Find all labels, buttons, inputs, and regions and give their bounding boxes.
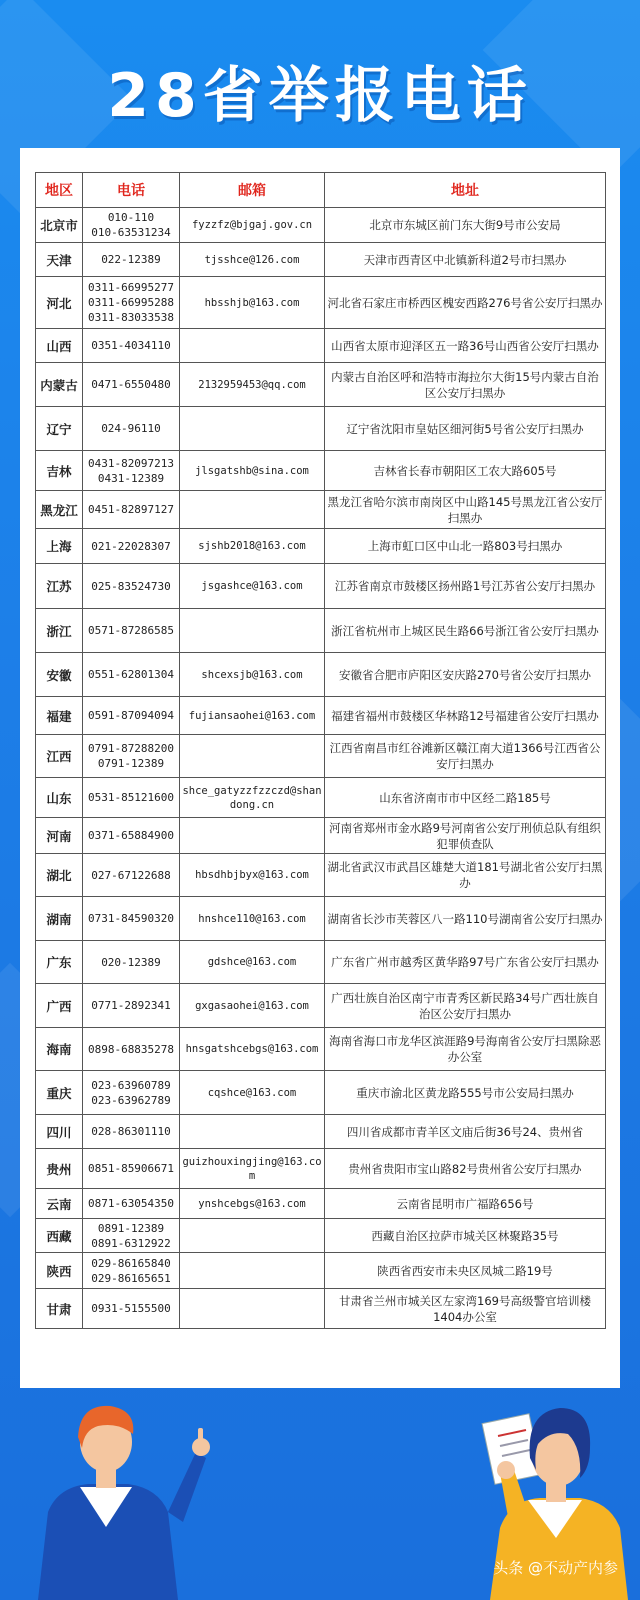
table-header-row — [36, 173, 606, 208]
address-cell: 山西省太原市迎泽区五一路36号山西省公安厅扫黑办 — [325, 329, 606, 363]
phone-cell — [83, 778, 180, 818]
phone-cell — [83, 363, 180, 407]
phone-number: 0371-65884900 — [87, 829, 175, 842]
phone-number: 0431-82097213 — [87, 456, 175, 470]
phone-number: 0451-82897127 — [87, 503, 175, 516]
table-row — [36, 1289, 606, 1329]
region-cell: 山西 — [36, 329, 83, 363]
region-cell: 上海 — [36, 529, 83, 564]
address-cell: 广西壮族自治区南宁市青秀区新民路34号广西壮族自治区公安厅扫黑办 — [325, 984, 606, 1028]
address-cell: 贵州省贵阳市宝山路82号贵州省公安厅扫黑办 — [325, 1149, 606, 1189]
watermark: 头条 @不动产内参 — [493, 1559, 618, 1577]
phone-cell — [83, 697, 180, 735]
phone-cell — [83, 1149, 180, 1189]
email-cell: hnshce110@163.com — [180, 897, 325, 941]
region-cell: 甘肃 — [36, 1289, 83, 1329]
email-cell — [180, 491, 325, 529]
phone-cell — [83, 1115, 180, 1149]
table-row — [36, 407, 606, 451]
email-cell: fujiansaohei@163.com — [180, 697, 325, 735]
phone-number: 029-86165651 — [91, 1271, 171, 1285]
table-row — [36, 1219, 606, 1253]
email-cell — [180, 1253, 325, 1289]
table-row — [36, 984, 606, 1028]
region-cell: 河南 — [36, 818, 83, 854]
header-email: 邮箱 — [180, 173, 325, 208]
email-cell: 2132959453@qq.com — [180, 363, 325, 407]
phone-number: 0851-85906671 — [87, 1162, 175, 1175]
region-cell: 福建 — [36, 697, 83, 735]
email-cell — [180, 1115, 325, 1149]
address-cell: 江西省南昌市红谷滩新区赣江南大道1366号江西省公安厅扫黑办 — [325, 735, 606, 778]
phone-number: 0531-85121600 — [87, 791, 175, 804]
email-cell: sjshb2018@163.com — [180, 529, 325, 564]
table-row — [36, 897, 606, 941]
email-cell: fyzzfz@bjgaj.gov.cn — [180, 208, 325, 243]
phone-cell — [83, 1289, 180, 1329]
address-cell: 江苏省南京市鼓楼区扬州路1号江苏省公安厅扫黑办 — [325, 564, 606, 609]
table-row — [36, 491, 606, 529]
table-row — [36, 697, 606, 735]
phone-cell — [83, 329, 180, 363]
page-title: 28省举报电话 — [107, 61, 533, 131]
email-cell — [180, 1289, 325, 1329]
region-cell: 内蒙古 — [36, 363, 83, 407]
phone-number: 023-63962789 — [91, 1093, 171, 1107]
phone-cell — [83, 451, 180, 491]
table-row — [36, 529, 606, 564]
region-cell: 陕西 — [36, 1253, 83, 1289]
address-cell: 浙江省杭州市上城区民生路66号浙江省公安厅扫黑办 — [325, 609, 606, 653]
table-body — [36, 208, 606, 1329]
email-cell — [180, 609, 325, 653]
phone-number: 0791-12389 — [97, 757, 165, 770]
address-cell: 海南省海口市龙华区滨涯路9号海南省公安厅扫黑除恶办公室 — [325, 1028, 606, 1071]
header-region: 地区 — [36, 173, 83, 208]
phone-cell — [83, 529, 180, 564]
address-cell: 安徽省合肥市庐阳区安庆路270号省公安厅扫黑办 — [325, 653, 606, 697]
email-cell — [180, 1219, 325, 1253]
phone-cell — [83, 208, 180, 243]
table-row — [36, 1253, 606, 1289]
phone-number: 010-63531234 — [91, 226, 171, 239]
email-cell — [180, 735, 325, 778]
phone-cell — [83, 491, 180, 529]
phone-number: 025-83524730 — [91, 579, 171, 593]
phone-cell — [83, 1219, 180, 1253]
email-cell: tjsshce@126.com — [180, 243, 325, 277]
phone-number: 0311-83033538 — [87, 311, 175, 324]
phone-cell — [83, 818, 180, 854]
email-cell — [180, 329, 325, 363]
email-cell: jsgashce@163.com — [180, 564, 325, 609]
table-card — [20, 148, 620, 1388]
address-cell: 重庆市渝北区黄龙路555号市公安局扫黑办 — [325, 1071, 606, 1115]
region-cell: 西藏 — [36, 1219, 83, 1253]
phone-cell — [83, 1253, 180, 1289]
phone-number: 021-22028307 — [91, 539, 171, 553]
region-cell: 北京市 — [36, 208, 83, 243]
table-row — [36, 363, 606, 407]
region-cell: 湖北 — [36, 854, 83, 897]
phone-cell — [83, 897, 180, 941]
region-cell: 辽宁 — [36, 407, 83, 451]
region-cell: 江苏 — [36, 564, 83, 609]
address-cell: 西藏自治区拉萨市城关区林聚路35号 — [325, 1219, 606, 1253]
region-cell: 安徽 — [36, 653, 83, 697]
table-row — [36, 1149, 606, 1189]
phone-number: 0871-63054350 — [87, 1197, 175, 1210]
address-cell: 甘肃省兰州市城关区左家湾169号高级警官培训楼1404办公室 — [325, 1289, 606, 1329]
address-cell: 四川省成都市青羊区文庙后街36号24、贵州省 — [325, 1115, 606, 1149]
phone-cell — [83, 277, 180, 329]
phone-cell — [83, 1071, 180, 1115]
address-cell: 山东省济南市市中区经二路185号 — [325, 778, 606, 818]
email-cell: cqshce@163.com — [180, 1071, 325, 1115]
email-cell: gdshce@163.com — [180, 941, 325, 984]
phone-number: 024-96110 — [101, 422, 161, 435]
email-cell: ynshcebgs@163.com — [180, 1189, 325, 1219]
address-cell: 湖南省长沙市芙蓉区八一路110号湖南省公安厅扫黑办 — [325, 897, 606, 941]
address-cell: 河北省石家庄市桥西区槐安西路276号省公安厅扫黑办 — [325, 277, 606, 329]
phone-number: 027-67122688 — [91, 868, 171, 882]
region-cell: 湖南 — [36, 897, 83, 941]
region-cell: 海南 — [36, 1028, 83, 1071]
phone-number: 0311-66995277 — [87, 281, 175, 294]
phone-cell — [83, 653, 180, 697]
table-row — [36, 941, 606, 984]
table-row — [36, 735, 606, 778]
email-cell: shcexsjb@163.com — [180, 653, 325, 697]
phone-number: 010-110 — [107, 211, 155, 224]
phone-cell — [83, 1189, 180, 1219]
table-row — [36, 451, 606, 491]
phone-number: 022-12389 — [101, 253, 161, 266]
address-cell: 上海市虹口区中山北一路803号扫黑办 — [325, 529, 606, 564]
region-cell: 吉林 — [36, 451, 83, 491]
address-cell: 内蒙古自治区呼和浩特市海拉尔大街15号内蒙古自治区公安厅扫黑办 — [325, 363, 606, 407]
address-cell: 黑龙江省哈尔滨市南岗区中山路145号黑龙江省公安厅扫黑办 — [325, 491, 606, 529]
phone-cell — [83, 1028, 180, 1071]
region-cell: 广西 — [36, 984, 83, 1028]
email-cell — [180, 818, 325, 854]
table-row — [36, 329, 606, 363]
phone-cell — [83, 407, 180, 451]
phone-cell — [83, 735, 180, 778]
phone-number: 0891-12389 — [97, 1221, 165, 1235]
table-row — [36, 277, 606, 329]
region-cell: 云南 — [36, 1189, 83, 1219]
address-cell: 广东省广州市越秀区黄华路97号广东省公安厅扫黑办 — [325, 941, 606, 984]
phone-number: 0471-6550480 — [91, 378, 171, 391]
table-row — [36, 818, 606, 854]
phone-number: 0351-4034110 — [91, 339, 171, 352]
email-cell: hbsdhbjbyx@163.com — [180, 854, 325, 897]
header-phone: 电话 — [83, 173, 180, 208]
address-cell: 天津市西青区中北镇新科道2号市扫黑办 — [325, 243, 606, 277]
address-cell: 湖北省武汉市武昌区雄楚大道181号湖北省公安厅扫黑办 — [325, 854, 606, 897]
phone-number: 023-63960789 — [91, 1078, 171, 1092]
phone-number: 0931-5155500 — [91, 1302, 171, 1315]
table-row — [36, 564, 606, 609]
phone-cell — [83, 941, 180, 984]
region-cell: 江西 — [36, 735, 83, 778]
email-cell: guizhouxingjing@163.com — [180, 1149, 325, 1189]
region-cell: 浙江 — [36, 609, 83, 653]
address-cell: 福建省福州市鼓楼区华林路12号福建省公安厅扫黑办 — [325, 697, 606, 735]
table-row — [36, 1028, 606, 1071]
table-row — [36, 243, 606, 277]
address-cell: 云南省昆明市广福路656号 — [325, 1189, 606, 1219]
phone-number: 0551-62801304 — [87, 668, 175, 681]
phone-number: 0891-6312922 — [91, 1236, 171, 1250]
phone-number: 0571-87286585 — [87, 624, 175, 637]
address-cell: 辽宁省沈阳市皇姑区细河街5号省公安厅扫黑办 — [325, 407, 606, 451]
table-row — [36, 653, 606, 697]
phone-number: 0431-12389 — [97, 471, 165, 485]
hotline-table — [35, 172, 606, 1329]
email-cell: shce_gatyzzfzzczd@shandong.cn — [180, 778, 325, 818]
region-cell: 黑龙江 — [36, 491, 83, 529]
table-row — [36, 1115, 606, 1149]
phone-number: 0731-84590320 — [87, 912, 175, 925]
phone-cell — [83, 984, 180, 1028]
region-cell: 四川 — [36, 1115, 83, 1149]
region-cell: 天津 — [36, 243, 83, 277]
region-cell: 河北 — [36, 277, 83, 329]
phone-cell — [83, 243, 180, 277]
address-cell: 河南省郑州市金水路9号河南省公安厅刑侦总队有组织犯罪侦查队 — [325, 818, 606, 854]
region-cell: 山东 — [36, 778, 83, 818]
table-row — [36, 1071, 606, 1115]
address-cell: 陕西省西安市未央区凤城二路19号 — [325, 1253, 606, 1289]
email-cell — [180, 407, 325, 451]
region-cell: 重庆 — [36, 1071, 83, 1115]
table-row — [36, 778, 606, 818]
email-cell: jlsgatshb@sina.com — [180, 451, 325, 491]
email-cell: gxgasaohei@163.com — [180, 984, 325, 1028]
phone-number: 0898-68835278 — [87, 1042, 175, 1056]
phone-number: 028-86301110 — [91, 1125, 171, 1138]
phone-number: 029-86165840 — [91, 1256, 171, 1270]
address-cell: 北京市东城区前门东大街9号市公安局 — [325, 208, 606, 243]
email-cell: hnsgatshcebgs@163.com — [180, 1028, 325, 1071]
pointing-man-illustration — [18, 1392, 218, 1600]
table-row — [36, 208, 606, 243]
header-address: 地址 — [325, 173, 606, 208]
table-row — [36, 609, 606, 653]
region-cell: 广东 — [36, 941, 83, 984]
phone-number: 0311-66995288 — [87, 296, 175, 309]
phone-number: 0591-87094094 — [87, 709, 175, 722]
phone-cell — [83, 609, 180, 653]
table-row — [36, 854, 606, 897]
email-cell: hbsshjb@163.com — [180, 277, 325, 329]
phone-number: 0791-87288200 — [87, 742, 175, 755]
address-cell: 吉林省长春市朝阳区工农大路605号 — [325, 451, 606, 491]
phone-cell — [83, 854, 180, 897]
table-row — [36, 1189, 606, 1219]
region-cell: 贵州 — [36, 1149, 83, 1189]
phone-number: 0771-2892341 — [91, 999, 171, 1012]
phone-number: 020-12389 — [101, 955, 161, 969]
phone-cell — [83, 564, 180, 609]
